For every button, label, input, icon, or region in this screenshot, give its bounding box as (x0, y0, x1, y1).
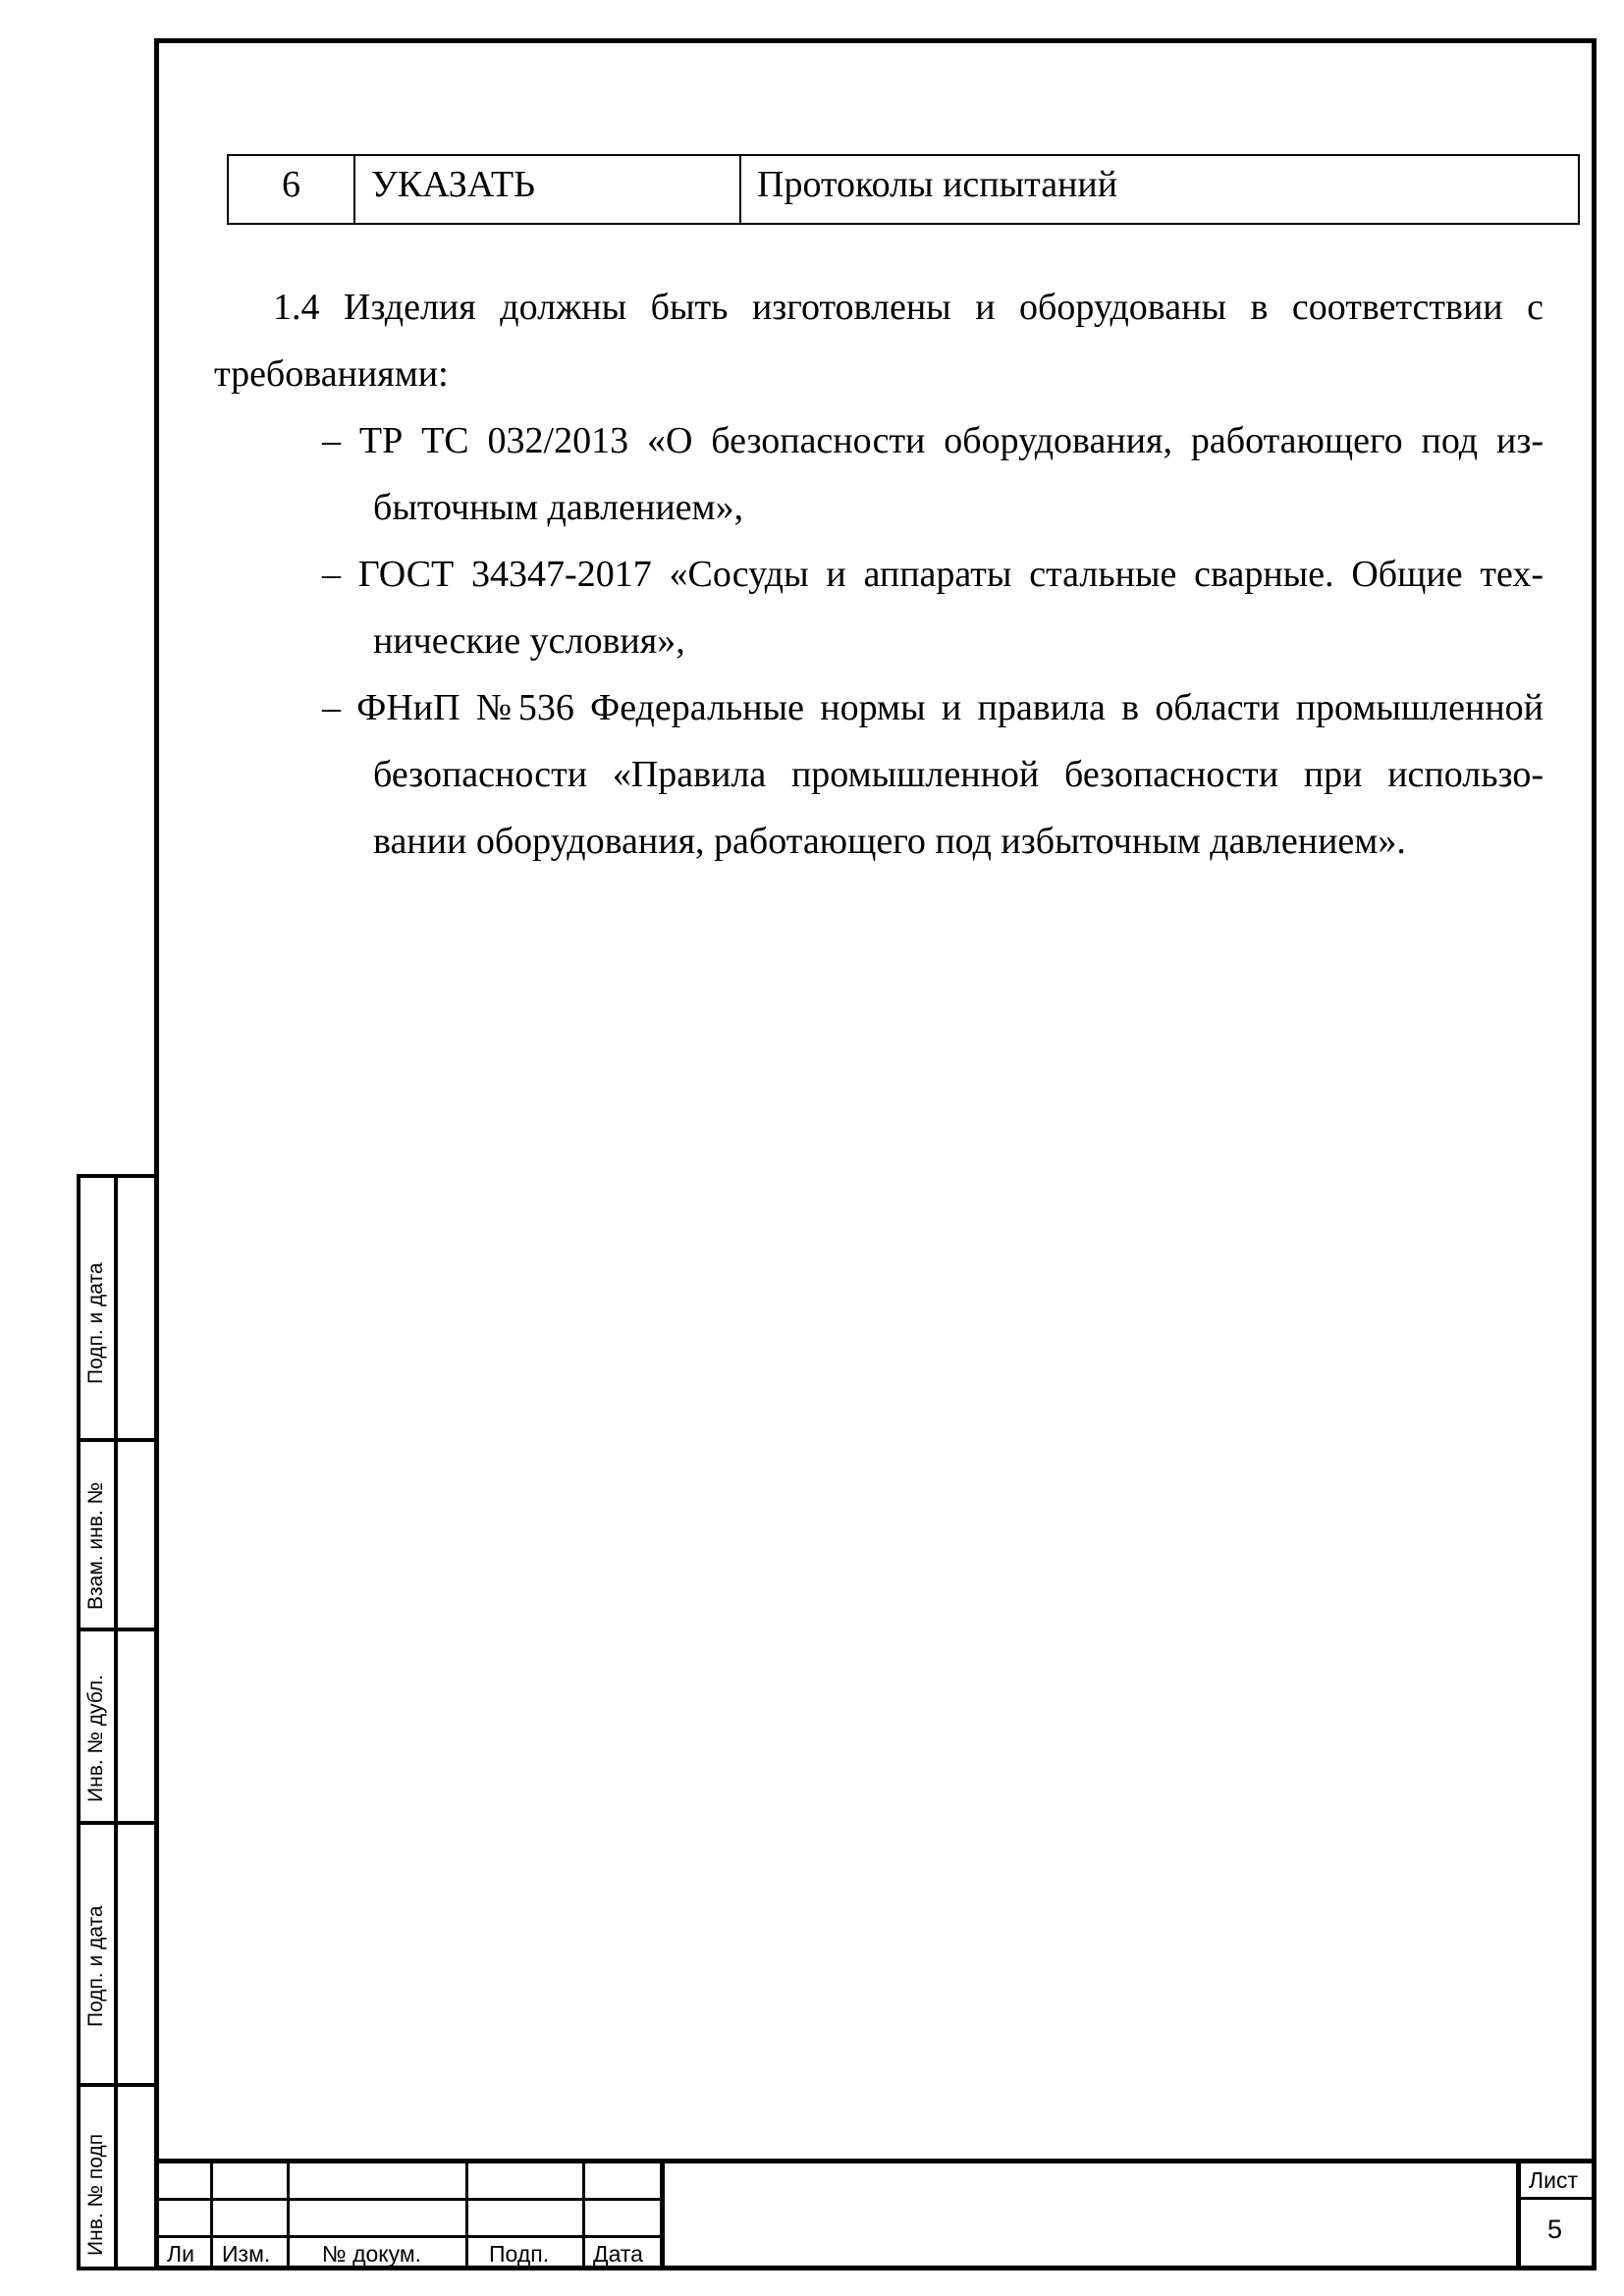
sheet-label: Лист (1529, 2167, 1578, 2193)
paragraph-1-4-line-1: 1.4 Изделия должны быть изготовлены и оборудованы в соответствии с (273, 287, 1543, 328)
title-block-label-change: Изм. (222, 2241, 271, 2267)
title-block-label-doc-number: № докум. (322, 2241, 422, 2267)
title-block-label-signature: Подп. (489, 2241, 550, 2267)
stamp-divider (114, 1174, 118, 2270)
table-cell-code: УКАЗАТЬ (355, 156, 741, 223)
list-item-1-line-1: – ТР ТС 032/2013 «О безопасности оборудования, работающего под из- (322, 420, 1543, 461)
stamp-label-sign-date: Подп. и дата (84, 1262, 107, 1384)
title-block-col-line (210, 2159, 213, 2270)
title-block-top-border (154, 2159, 1597, 2163)
title-block-col-line (660, 2159, 665, 2270)
list-item-3-line-3: вании оборудования, работающего под избыточным давлением». (373, 821, 1406, 862)
title-block-col-line (287, 2159, 290, 2270)
stamp-divider (77, 1628, 159, 1631)
stamp-label-original-inv: Инв. № подп (84, 2133, 107, 2256)
list-item-3-line-1: – ФНиП №536 Федеральные нормы и правила в области промышленной (322, 687, 1543, 728)
title-block-col-line (582, 2159, 585, 2270)
list-item-1-line-2: быточным давлением», (373, 487, 744, 528)
paragraph-1-4-line-2: требованиями: (214, 353, 449, 395)
table-cell-description: Протоколы испытаний (757, 164, 1118, 205)
list-item-2-line-1: – ГОСТ 34347-2017 «Сосуды и аппараты стальные сварные. Общие тех- (322, 554, 1543, 595)
list-item-3-line-2: безопасности «Правила промышленной безопасности при использо- (373, 754, 1543, 795)
stamp-divider (77, 1821, 159, 1825)
stamp-divider (77, 2083, 159, 2087)
sheet-number: 5 (1547, 2215, 1563, 2244)
stamp-label-dup-inv: Инв. № дубл. (84, 1674, 107, 1802)
table-cell-number: 6 (229, 156, 355, 223)
stamp-label-sign-date-2: Подп. и дата (84, 1905, 107, 2027)
title-block-label-li: Ли (167, 2241, 194, 2267)
spec-table (227, 154, 1580, 225)
title-block-col-line (465, 2159, 468, 2270)
title-block-row-line (154, 2235, 663, 2238)
title-block-row-line (154, 2198, 663, 2201)
sheet-box-border (1516, 2159, 1521, 2270)
list-item-2-line-2: нические условия», (373, 620, 685, 662)
sheet-box-divider (1516, 2197, 1597, 2200)
stamp-divider (77, 1438, 159, 1442)
title-block-label-date: Дата (593, 2241, 643, 2267)
stamp-label-replaced-inv: Взам. инв. № (84, 1481, 107, 1610)
